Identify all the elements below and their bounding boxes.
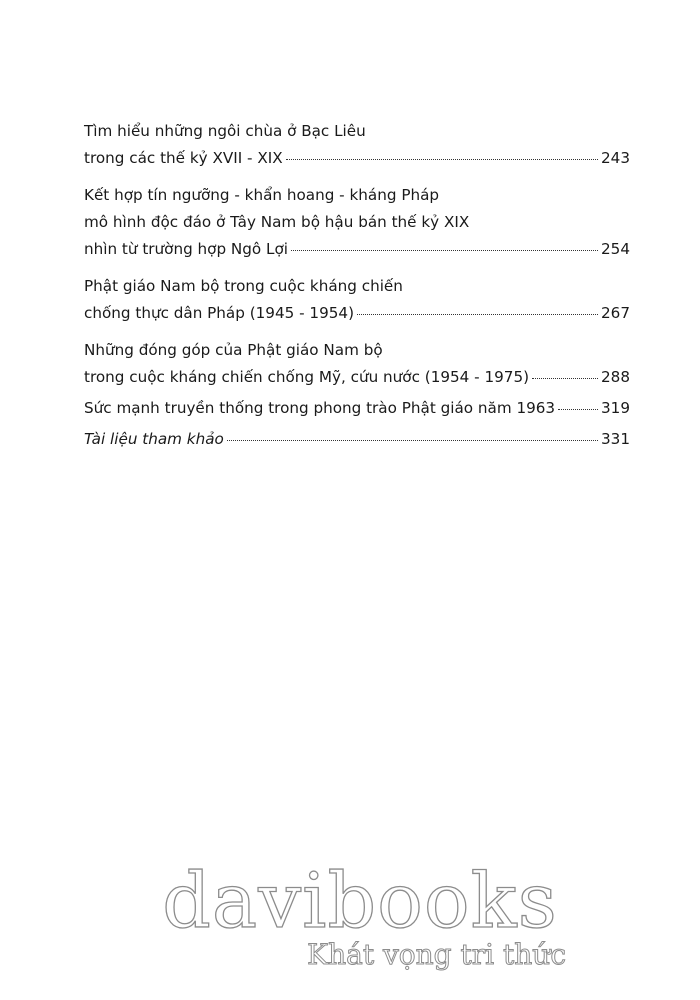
toc-page-number: 319 [601, 399, 630, 417]
dot-leader [291, 250, 598, 251]
toc-entry-last-line [84, 395, 630, 422]
toc-page-number: 254 [601, 240, 630, 258]
watermark-slogan: Khát vọng tri thức [307, 938, 566, 971]
toc-entry-title-line: nhìn từ trường hợp Ngô Lợi [84, 240, 289, 258]
toc-entry-title-line: Tài liệu tham khảo [84, 430, 224, 448]
toc-entry-khang-chien-my[interactable] [84, 337, 630, 391]
dot-leader [532, 378, 598, 379]
toc-entry-title-line: trong các thế kỷ XVII - XIX [84, 149, 283, 167]
dot-leader [357, 314, 598, 315]
toc-entry-title-line: chống thực dân Pháp (1945 - 1954) [84, 304, 354, 322]
toc-entry-phong-trao-1963[interactable] [84, 395, 630, 422]
toc-entry-title-line: Kết hợp tín ngưỡng - khẩn hoang - kháng Pháp [84, 186, 440, 204]
toc-entry-last-line [84, 364, 630, 391]
toc-page-number: 267 [601, 304, 630, 322]
dot-leader [227, 440, 598, 441]
dot-leader [286, 159, 598, 160]
davibooks-watermark [150, 858, 570, 972]
toc-page-number: 331 [601, 430, 630, 448]
toc-entry-last-line [84, 145, 630, 172]
toc-entry-title-line: mô hình độc đáo ở Tây Nam bộ hậu bán thế kỷ XIX [84, 213, 470, 231]
toc-entry-last-line [84, 426, 630, 453]
toc-entry-ngo-loi[interactable] [84, 182, 630, 263]
watermark-brand: davibooks [162, 856, 558, 945]
toc-entry-title-line: trong cuộc kháng chiến chống Mỹ, cứu nước (1954 - 1975) [84, 368, 530, 386]
toc-entry-references[interactable] [84, 426, 630, 453]
dot-leader [558, 409, 598, 410]
toc-entry-khang-chien-phap[interactable] [84, 273, 630, 327]
toc-page-number: 288 [601, 368, 630, 386]
toc-page-number: 243 [601, 149, 630, 167]
toc-entry-last-line [84, 300, 630, 327]
toc-entry-title-line: Sức mạnh truyền thống trong phong trào Phật giáo năm 1963 [84, 399, 556, 417]
toc-entry-last-line [84, 236, 630, 263]
toc-entry-bac-lieu[interactable] [84, 118, 630, 172]
toc-entry-title-line: Tìm hiểu những ngôi chùa ở Bạc Liêu [84, 122, 366, 140]
toc-entry-title-line: Phật giáo Nam bộ trong cuộc kháng chiến [84, 277, 403, 295]
table-of-contents [84, 118, 630, 463]
toc-entry-title-line: Những đóng góp của Phật giáo Nam bộ [84, 341, 383, 359]
